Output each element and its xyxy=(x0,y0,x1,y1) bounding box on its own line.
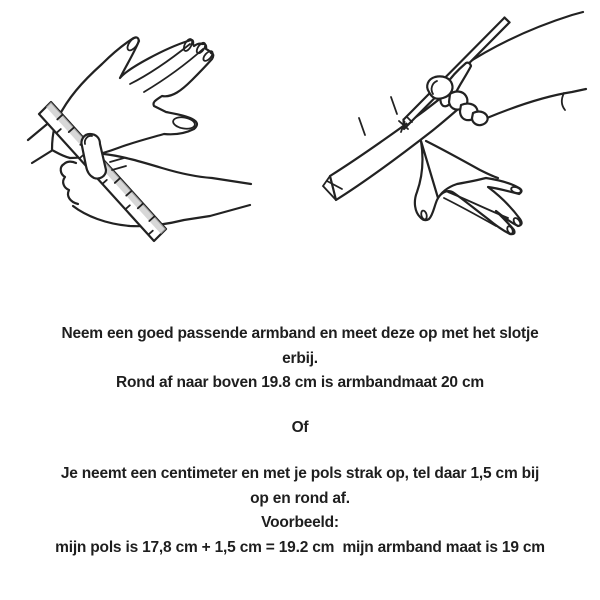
illustration-measure-with-ruler xyxy=(22,8,302,248)
illustration-mark-strip xyxy=(320,8,590,253)
instructions-text xyxy=(6,322,594,560)
strip-mark xyxy=(359,118,365,135)
instruction-line: Neem een goed passende armband en meet deze op met het slotje xyxy=(61,325,539,342)
instruction-line: Rond af naar boven 19.8 cm is armbandmaat 20 cm xyxy=(116,374,484,391)
instruction-line: erbij. xyxy=(282,349,318,367)
separator-of: Of xyxy=(291,418,309,436)
method1-text xyxy=(6,322,594,396)
method2-text xyxy=(6,462,594,560)
instruction-line: Voorbeeld: xyxy=(261,514,339,531)
measuring-wrist-drawing xyxy=(22,8,302,248)
instruction-line: mijn pols is 17,8 cm + 1,5 cm = 19.2 cm mijn armband maat is 19 cm xyxy=(55,538,545,556)
marking-wrist-drawing xyxy=(320,8,590,253)
instruction-line: Je neemt een centimeter en met je pols strak op, tel daar 1,5 cm bij xyxy=(60,465,540,482)
wrist-crease xyxy=(562,93,565,110)
hand-top-edge xyxy=(426,141,498,178)
writing-hand xyxy=(463,12,588,120)
instruction-line: op en rond af. xyxy=(250,489,350,507)
measured-hand xyxy=(415,141,522,235)
strip-mark xyxy=(391,97,397,114)
curled-finger xyxy=(472,112,488,126)
